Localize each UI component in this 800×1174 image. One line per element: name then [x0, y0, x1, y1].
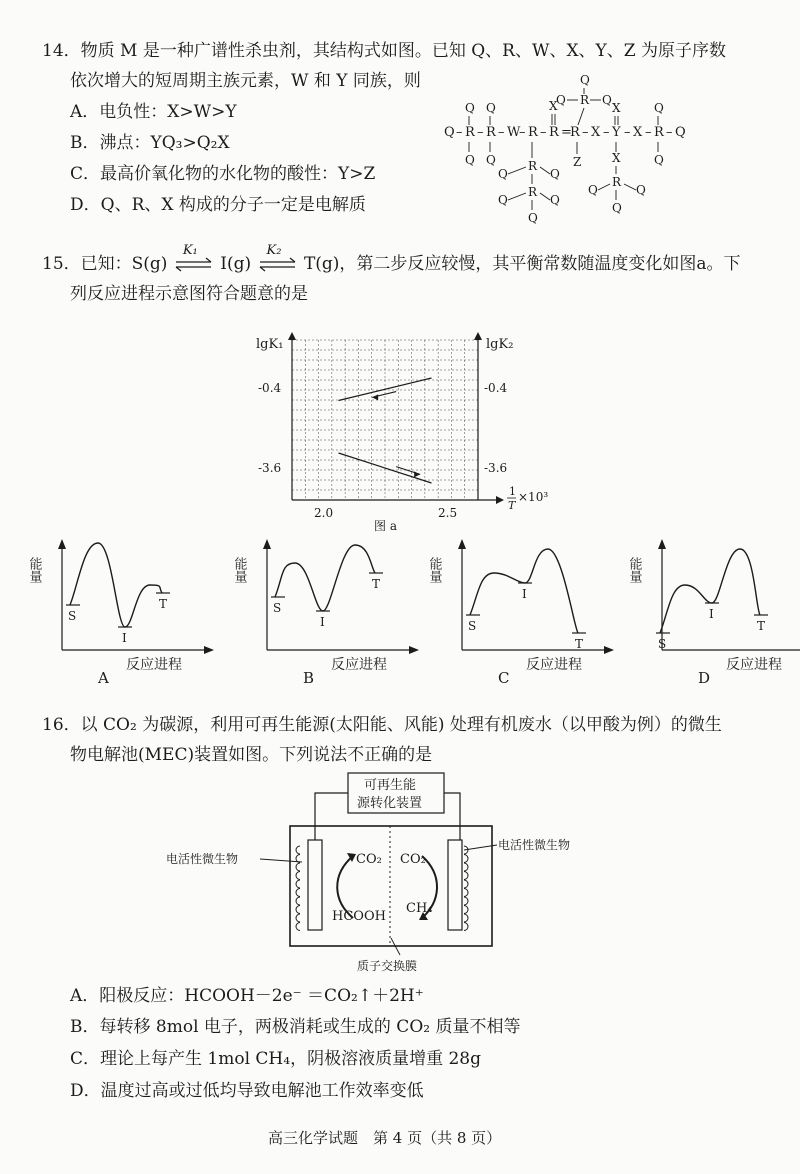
- figure-a-ylabel-right: lgK₂: [486, 337, 514, 352]
- energy-diagrams: [26, 535, 790, 695]
- energy-axis-label: 能量: [426, 557, 442, 583]
- atom-q: Q: [675, 125, 686, 140]
- figure-a-xlabel-one: 1: [509, 485, 516, 498]
- figure-a-xtick-1: 2.0: [314, 506, 334, 520]
- q15-intermediate: I(g): [220, 254, 252, 274]
- anode-hcooh: HCOOH: [332, 909, 386, 924]
- atom-x: X: [591, 125, 601, 140]
- bond: –: [477, 125, 484, 140]
- atom-q: Q: [486, 101, 496, 115]
- label-s: S: [468, 619, 477, 633]
- label-t: T: [372, 577, 381, 591]
- q16-option-a: A．阳极反应：HCOOH－2e⁻ ＝CO₂↑＋2H⁺: [70, 986, 424, 1006]
- k1-label: K₁: [182, 243, 198, 258]
- q16-line2: 物电解池(MEC)装置如图。下列说法不正确的是: [70, 745, 433, 765]
- anode-co2: CO₂: [356, 852, 382, 867]
- atom-x: X: [612, 101, 621, 115]
- atom-q: Q: [580, 73, 590, 87]
- atom-r: R: [465, 125, 475, 140]
- energy-diagram-a: [27, 539, 215, 687]
- microbe-coil: [464, 914, 468, 922]
- bond-line: [598, 184, 610, 190]
- microbe-right-label: 电活性微生物: [498, 838, 571, 852]
- microbe-left-label: 电活性微生物: [166, 852, 239, 866]
- energy-diagram-d: [627, 539, 800, 687]
- microbe-coil: [464, 906, 468, 914]
- atom-y: Y: [612, 125, 621, 140]
- microbe-coil: [296, 863, 300, 871]
- atom-q: Q: [588, 183, 598, 197]
- q14-option-a: A．电负性：X>W>Y: [70, 102, 237, 122]
- atom-q: Q: [444, 125, 455, 140]
- figure-a-right-axis-arrow: [474, 332, 482, 340]
- figure-a-left-axis-arrow: [288, 332, 296, 340]
- atom-q: Q: [528, 211, 538, 225]
- bond-line: [540, 193, 550, 200]
- microbe-coil: [464, 863, 468, 871]
- bond: –: [498, 125, 505, 140]
- bond: –: [666, 125, 673, 140]
- energy-axis-label: 能量: [231, 557, 247, 583]
- energy-y-axis-arrow: [658, 539, 666, 549]
- label-t: T: [575, 637, 584, 651]
- figure-a-ytick-left-lower-2: -3.6: [258, 461, 282, 475]
- figure-a-caption: 图 a: [374, 519, 397, 533]
- microbe-coil: [464, 880, 468, 888]
- atom-r: R: [549, 125, 559, 140]
- bond-line: [578, 108, 584, 125]
- microbe-coil: [296, 872, 300, 880]
- microbe-coil: [296, 906, 300, 914]
- figure-a-xlabel-mult: ×10³: [518, 490, 549, 504]
- atom-q: Q: [654, 153, 664, 167]
- microbe-coil: [296, 897, 300, 905]
- q16-line1: 16．以 CO₂ 为碳源，利用可再生能源(太阳能、风能) 处理有机废水（以甲酸为例）的微生: [42, 715, 722, 735]
- label-t: T: [757, 619, 766, 633]
- energy-curve: [275, 545, 375, 611]
- right-wire: [444, 793, 460, 840]
- bond: –: [456, 125, 463, 140]
- figure-a-ytick-right-upper: -0.4: [484, 381, 508, 395]
- label-i: I: [320, 615, 325, 629]
- option-label: B: [303, 669, 315, 687]
- figure-a-x-axis-arrow: [496, 496, 504, 504]
- device-label-1: 可再生能: [364, 778, 417, 793]
- atom-q: Q: [636, 183, 646, 197]
- q14-option-c: C．最高价氧化物的水化物的酸性：Y>Z: [70, 164, 376, 184]
- microbe-coil: [464, 889, 468, 897]
- atom-q: Q: [465, 101, 475, 115]
- energy-y-axis-arrow: [58, 539, 66, 549]
- atom-q: Q: [556, 93, 566, 107]
- atom-x: X: [612, 151, 621, 165]
- atom-q: Q: [498, 167, 508, 181]
- left-wire: [315, 793, 348, 840]
- cathode: [448, 840, 462, 930]
- bond: –: [519, 125, 526, 140]
- atom-q: Q: [550, 167, 560, 181]
- atom-q: Q: [612, 201, 622, 215]
- microbe-coil: [296, 914, 300, 922]
- k2-label: K₂: [266, 243, 282, 258]
- microbe-coil: [296, 889, 300, 897]
- atom-q: Q: [654, 101, 664, 115]
- figure-a-grid: [292, 340, 478, 500]
- q16-option-c: C．理论上每产生 1mol CH₄，阴极溶液质量增重 28g: [70, 1049, 481, 1069]
- figure-a-ytick-right-lower: -3.6: [484, 461, 508, 475]
- q14-line2: 依次增大的短周期主族元素，W 和 Y 同族，则: [70, 71, 421, 91]
- figure-a-direction-arrowhead-2: [414, 471, 420, 477]
- bond: =: [561, 125, 572, 140]
- bond: –: [603, 125, 610, 140]
- figure-a-direction-arrowhead-1: [372, 394, 378, 400]
- energy-diagram-b: [232, 539, 420, 687]
- anode: [308, 840, 322, 930]
- figure-a: [250, 330, 570, 540]
- bond-line: [508, 193, 526, 200]
- q14-structural-formula: [440, 70, 790, 230]
- progress-axis-label: 反应进程: [726, 657, 782, 673]
- cathode-ch4: CH₄: [406, 901, 433, 916]
- option-label: C: [498, 669, 510, 687]
- q16-option-b: B．每转移 8mol 电子，两极消耗或生成的 CO₂ 质量不相等: [70, 1017, 521, 1037]
- energy-y-axis-arrow: [263, 539, 271, 549]
- figure-a-xtick-2: 2.5: [438, 506, 458, 520]
- atom-z: Z: [573, 155, 582, 169]
- bond-line: [508, 167, 526, 174]
- mec-device: [160, 770, 630, 975]
- bond-line: [540, 167, 550, 174]
- progress-axis-label: 反应进程: [526, 657, 582, 673]
- equilibrium-arrow-1: [173, 243, 215, 275]
- label-s: S: [273, 601, 282, 615]
- equilibrium-arrow-2: [257, 243, 299, 275]
- q16-option-d: D．温度过高或过低均导致电解池工作效率变低: [70, 1081, 424, 1101]
- bond: –: [540, 125, 547, 140]
- option-label: D: [698, 669, 711, 687]
- bond: –: [582, 125, 589, 140]
- microbe-coil: [296, 923, 300, 931]
- q14-option-b: B．沸点：YQ₃>Q₂X: [70, 133, 230, 153]
- figure-a-ytick-left-upper: -0.4: [258, 381, 282, 395]
- label-i: I: [522, 587, 527, 601]
- label-i: I: [122, 631, 127, 645]
- energy-x-axis-arrow: [204, 646, 214, 654]
- energy-axis-label: 能量: [626, 557, 642, 583]
- figure-a-xlabel-t: T: [508, 499, 516, 512]
- energy-diagram-c: [427, 539, 615, 687]
- figure-a-series: [339, 378, 432, 483]
- q15-tail: T(g)，第二步反应较慢，其平衡常数随温度变化如图a。下: [303, 254, 741, 274]
- figure-a-ylabel-left: lgK₁: [256, 337, 284, 352]
- page-footer: 高三化学试题 第 4 页（共 8 页）: [268, 1129, 502, 1147]
- label-s: S: [68, 609, 77, 623]
- label-i: I: [709, 607, 714, 621]
- atom-w: W: [507, 125, 521, 140]
- atom-r: R: [528, 159, 538, 173]
- energy-x-axis-arrow: [604, 646, 614, 654]
- atom-r: R: [528, 125, 538, 140]
- bond-line: [624, 184, 636, 190]
- cathode-co2: CO₂: [400, 852, 426, 867]
- microbe-coil: [464, 897, 468, 905]
- microbe-coil: [464, 855, 468, 863]
- label-t: T: [159, 597, 168, 611]
- atom-q: Q: [550, 193, 560, 207]
- microbe-coil: [296, 880, 300, 888]
- bond: –: [624, 125, 631, 140]
- microbe-coil: [464, 923, 468, 931]
- progress-axis-label: 反应进程: [126, 657, 182, 673]
- q15-line2: 列反应进程示意图符合题意的是: [70, 284, 308, 304]
- atom-x: X: [633, 125, 643, 140]
- atom-r: R: [654, 125, 664, 140]
- atom-q: Q: [465, 153, 475, 167]
- atom-r: R: [580, 93, 590, 107]
- option-label: A: [98, 669, 109, 687]
- membrane-label: 质子交换膜: [357, 959, 418, 973]
- microbe-coil: [296, 846, 300, 854]
- atom-r: R: [528, 185, 538, 199]
- atom-q: Q: [498, 193, 508, 207]
- label-s: S: [658, 637, 667, 651]
- energy-axis-label: 能量: [26, 557, 42, 583]
- bond: –: [645, 125, 652, 140]
- q14-option-d: D．Q、R、X 构成的分子一定是电解质: [70, 195, 366, 215]
- atom-r: R: [570, 125, 580, 140]
- atom-r: R: [612, 175, 622, 189]
- atom-x: X: [549, 99, 558, 113]
- progress-axis-label: 反应进程: [331, 657, 387, 673]
- atom-q: Q: [602, 93, 612, 107]
- atom-q: Q: [486, 153, 496, 167]
- q15-lead: 15．已知：S(g): [42, 254, 168, 274]
- energy-curve: [70, 543, 162, 627]
- q14-line1: 14．物质 M 是一种广谱性杀虫剂，其结构式如图。已知 Q、R、W、X、Y、Z 为原子序数: [42, 41, 726, 61]
- atom-r: R: [486, 125, 496, 140]
- microbe-coil: [464, 872, 468, 880]
- energy-x-axis-arrow: [409, 646, 419, 654]
- q15-line1: [42, 243, 741, 275]
- energy-y-axis-arrow: [458, 539, 466, 549]
- device-label-2: 源转化装置: [357, 796, 423, 811]
